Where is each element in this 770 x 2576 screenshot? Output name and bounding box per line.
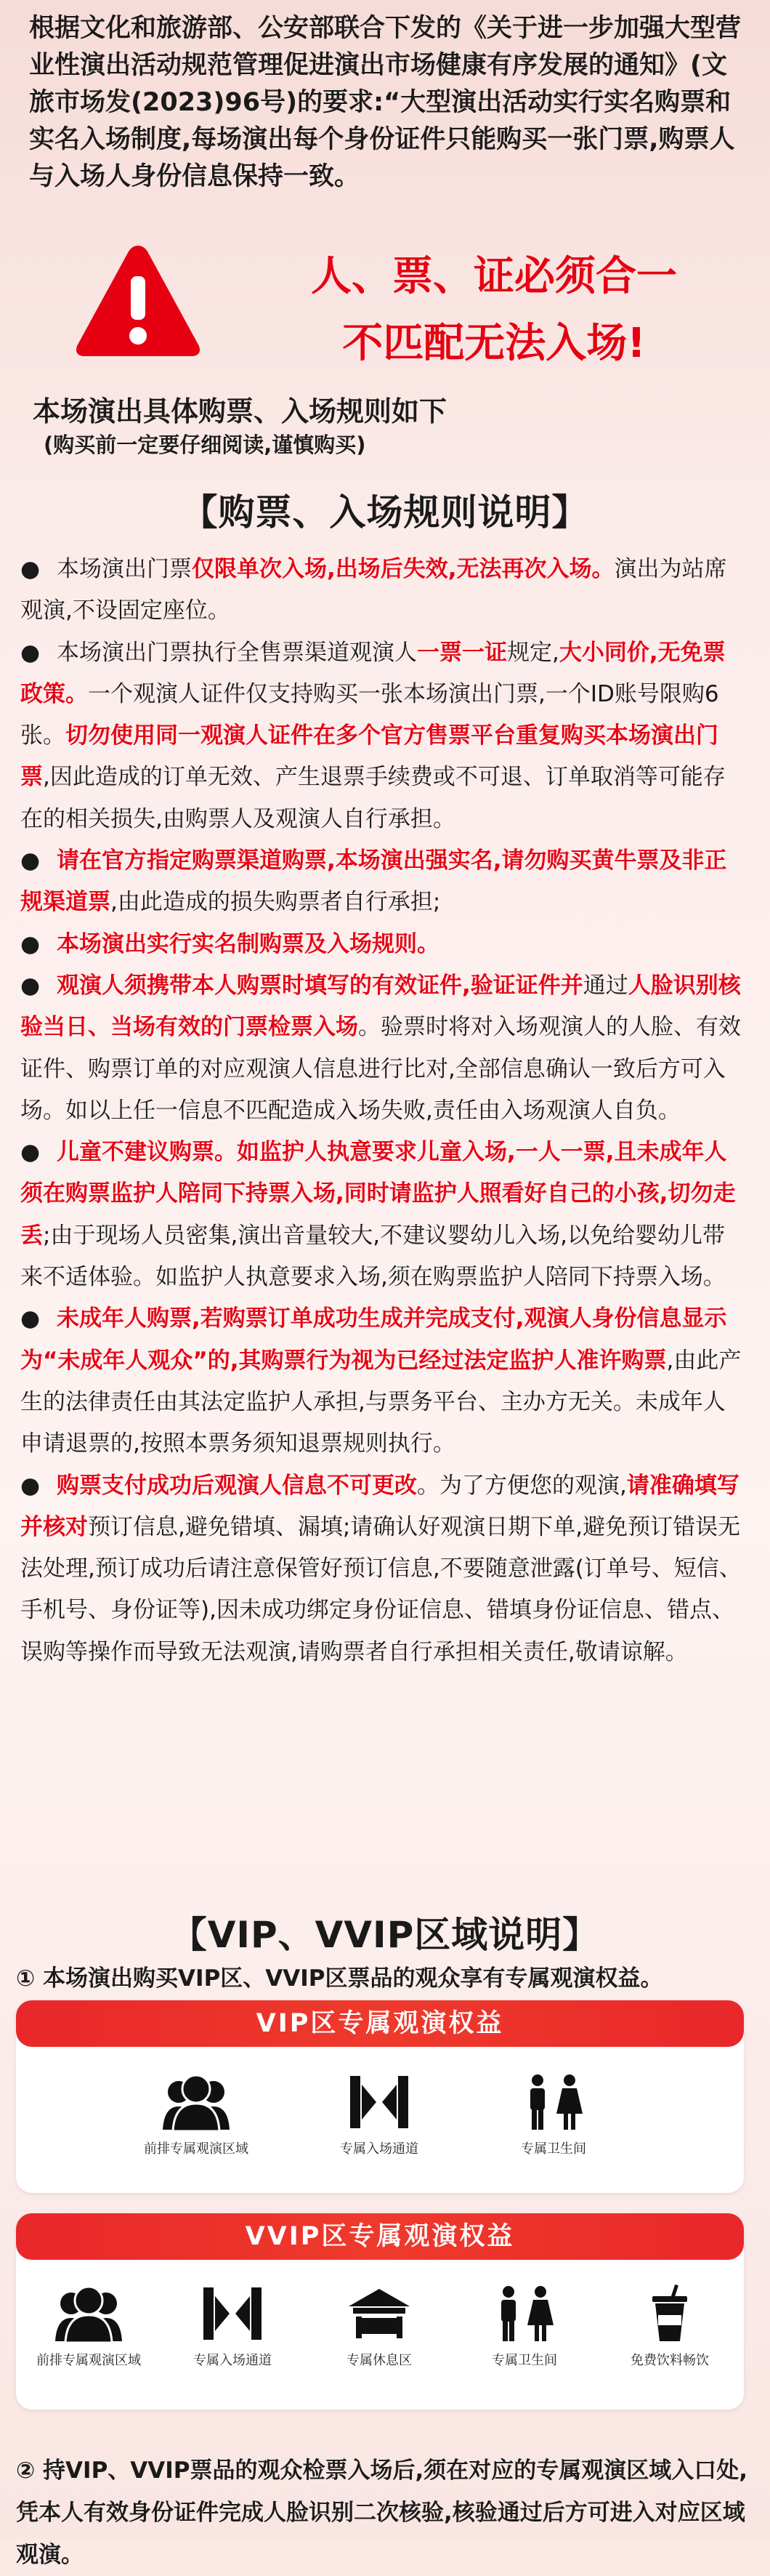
rule-emphasis-text: 切勿使用同一观演人证件在多个官方售票平台重复购买本场演出门票 [20, 723, 718, 791]
rule-item [20, 924, 747, 965]
warning-banner [0, 229, 770, 374]
warning-text [269, 243, 719, 377]
rule-emphasis-text: 人脸识别核验当日、当场有效的门票检票入场 [20, 972, 741, 1041]
audience-icon [160, 2073, 232, 2131]
rule-text: 。为了方便您的观演, [417, 1472, 627, 1499]
rule-emphasis-text: 一票一证 [417, 639, 507, 666]
bullet-icon: ● [20, 1139, 41, 1166]
rule-item [20, 840, 747, 924]
intro-paragraph: 根据文化和旅游部、公安部联合下发的《关于进一步加强大型营业性演出活动规范管理促进演出市场健康有序发展的通知》(文旅市场发(2023)96号)的要求:“大型演出活动实行实名购票和实名入场制度,每场演出每个身份证件只能购买一张门票,购票人与入场人身份信息保持一致。 [29, 14, 742, 191]
audience-icon [52, 2285, 125, 2343]
rule-emphasis-text: 观演人须携带本人购票时填写的有效证件,验证证件并 [57, 972, 583, 999]
entrance-gate-icon [196, 2285, 269, 2343]
rule-emphasis-text: 请准确填写并核对 [20, 1472, 739, 1540]
section-title-rules: 【购票、入场规则说明】 [181, 491, 589, 534]
rule-emphasis-text: 大小同价,无免票政策。 [20, 639, 726, 707]
rules-list [20, 549, 747, 1673]
rule-emphasis-text: 未成年人购票,若购票订单成功生成并完成支付,观演人身份信息显示为“未成年人观众”的,其购票行为视为已经过法定监护人准许购票 [20, 1305, 727, 1374]
bullet-icon: ● [20, 1472, 41, 1499]
warning-line-1: 人、票、证必须合一 [311, 253, 677, 300]
vip-benefit-front-area [123, 2073, 269, 2157]
benefit-label: 前排专属观演区域 [144, 2141, 248, 2157]
warning-line-2: 不匹配无法入场! [342, 320, 646, 367]
vip-card-title: VIP区专属观演权益 [16, 2000, 744, 2047]
rule-item [20, 1132, 747, 1298]
rule-text: 规定, [507, 639, 559, 666]
bullet-icon: ● [20, 972, 41, 999]
rule-text: 本场演出门票 [57, 556, 192, 582]
vvip-benefit-restroom [452, 2285, 597, 2369]
benefit-label: 免费饮料畅饮 [631, 2353, 709, 2368]
rule-emphasis-text: 本场演出实行实名制购票及入场规则。 [57, 930, 439, 957]
vip-benefit-entrance [307, 2073, 452, 2157]
restroom-icon [517, 2073, 590, 2131]
rule-text: ,因此造成的订单无效、产生退票手续费或不可退、订单取消等可能存在的相关损失,由购票人及观演人自行承担。 [20, 764, 726, 832]
rule-text: ;由于现场人员密集,演出音量较大,不建议婴幼儿入场,以免给婴幼儿带来不适体验。如监护人执意要求入场,须在购票监护人陪同下持票入场。 [20, 1222, 726, 1291]
benefit-label: 专属入场通道 [340, 2141, 418, 2157]
rule-text: 通过 [583, 972, 628, 999]
rule-item [20, 965, 747, 1132]
lounge-icon [343, 2285, 416, 2343]
bullet-icon: ● [20, 1305, 41, 1332]
vvip-benefit-entrance [160, 2285, 305, 2369]
bullet-icon: ● [20, 930, 41, 957]
warning-triangle-icon [73, 240, 203, 360]
benefit-label: 专属入场通道 [193, 2353, 272, 2368]
rule-emphasis-text: 请在官方指定购票渠道购票,本场演出强实名,请勿购买黄牛票及非正规渠道票 [20, 848, 727, 916]
rule-text: 演出为站席观演,不设固定座位。 [20, 556, 727, 624]
vip-benefit-restroom [481, 2073, 626, 2157]
rule-item [20, 1465, 747, 1673]
benefit-label: 专属卫生间 [521, 2141, 586, 2157]
vvip-benefits-card [16, 2213, 744, 2410]
rule-item [20, 549, 747, 632]
restroom-icon [488, 2285, 561, 2343]
rule-item [20, 1298, 747, 1465]
bullet-icon: ● [20, 848, 41, 874]
vvip-card-title: VVIP区专属观演权益 [16, 2213, 744, 2260]
section-title-vip: 【VIP、VVIP区域说明】 [170, 1914, 600, 1956]
rule-text: ,由此产生的法律责任由其法定监护人承担,与票务平台、主办方无关。未成年人申请退票的,按照本票务须知退票规则执行。 [20, 1347, 742, 1457]
rule-text: 本场演出门票执行全售票渠道观演人 [57, 639, 417, 666]
rule-text: 一个观演人证件仅支持购买一张本场演出门票,一个ID账号限购6张。 [20, 680, 719, 749]
rule-text: 。验票时将对入场观演人的人脸、有效证件、购票订单的对应观演人信息进行比对,全部信息确认一致后方可入场。如以上任一信息不匹配造成入场失败,责任由入场观演人自负。 [20, 1014, 741, 1124]
rules-subheading: (购买前一定要仔细阅读,谨慎购买) [44, 432, 366, 457]
vvip-benefit-front-area [16, 2285, 161, 2369]
entrance-gate-icon [343, 2073, 416, 2131]
rule-text: ,由此造成的损失购票者自行承担; [110, 889, 441, 916]
bottom-note: ② 持VIP、VVIP票品的观众检票入场后,须在对应的专属观演区域入口处,凭本人有效身份证件完成人脸识别二次核验,核验通过后方可进入对应区域观演。 [16, 2458, 748, 2568]
rule-item [20, 632, 747, 840]
rule-emphasis-text: 仅限单次入场,出场后失效,无法再次入场。 [192, 556, 615, 582]
benefit-label: 专属卫生间 [492, 2353, 557, 2368]
vvip-benefit-drinks [597, 2285, 742, 2369]
bullet-icon: ● [20, 556, 41, 582]
benefit-label: 前排专属观演区域 [36, 2353, 141, 2368]
drink-cup-icon [633, 2285, 706, 2343]
vip-benefits-card [16, 2000, 744, 2193]
benefit-label: 专属休息区 [346, 2353, 412, 2368]
bullet-icon: ● [20, 639, 41, 666]
rule-emphasis-text: 购票支付成功后观演人信息不可更改 [57, 1472, 417, 1499]
rule-emphasis-text: 儿童不建议购票。如监护人执意要求儿童入场,一人一票,且未成年人须在购票监护人陪同下持票入场,同时请监护人照看好自己的小孩,切勿走丢 [20, 1139, 736, 1249]
rule-text: 预订信息,避免错填、漏填;请确认好观演日期下单,避免预订错误无法处理,预订成功后请注意保管好预订信息,不要随意泄露(订单号、短信、手机号、身份证等),因未成功绑定身份证信息、错填身份证信息、错点、误购等操作而导致无法观演,请购票者自行承担相关责任,敬请谅解。 [20, 1513, 742, 1665]
vvip-benefit-lounge [307, 2285, 452, 2369]
vip-note: ① 本场演出购买VIP区、VVIP区票品的观众享有专属观演权益。 [16, 1965, 663, 1992]
rules-heading: 本场演出具体购票、入场规则如下 [33, 395, 447, 427]
